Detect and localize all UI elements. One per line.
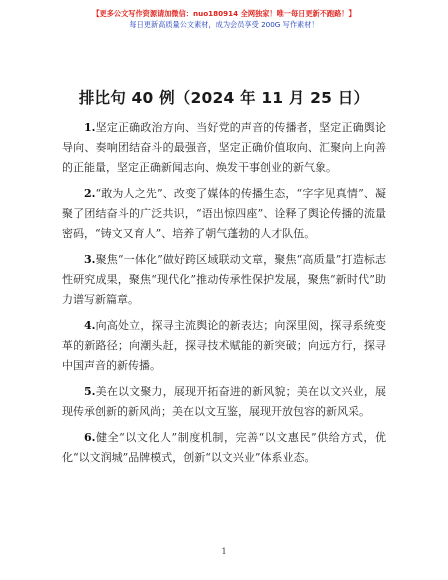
paragraph-number: 6. — [84, 431, 96, 444]
promo-banner-line-1: 【更多公文写作资源请加微信：nuo180914 全网独家！唯一每日更新不跑路！】 — [92, 9, 356, 18]
paragraph-number: 2. — [84, 187, 96, 200]
paragraph-number: 1. — [84, 121, 96, 134]
paragraph-1 — [62, 118, 386, 178]
page-number: 1 — [221, 547, 227, 556]
paragraph-text: 坚定正确政治方向、当好党的声音的传播者，坚定正确舆论导向、奏响团结奋斗的最强音，坚定正确价值取向、汇聚向上向善的正能量，坚定正确新闻志向、焕发干事创业的新气象。 — [62, 121, 386, 174]
paragraph-2 — [62, 184, 386, 244]
document-title: 排比句 40 例（2024 年 11 月 25 日） — [78, 89, 370, 107]
paragraph-6 — [62, 428, 386, 468]
paragraph-5 — [62, 382, 386, 422]
paragraph-3 — [62, 250, 386, 310]
paragraph-text: 向高处立，探寻主流舆论的新表达；向深里阅，探寻系统变革的新路径；向潮头赶，探寻技术赋能的新突破；向远方行，探寻中国声音的新传播。 — [62, 319, 386, 372]
paragraph-4 — [62, 316, 386, 376]
promo-banner — [0, 8, 448, 30]
paragraph-text: 健全“以文化人”制度机制，完善“以文惠民”供给方式，优化“以文润城”品牌模式，创新“以文兴业”体系业态。 — [62, 431, 386, 464]
paragraph-number: 4. — [84, 319, 96, 332]
paragraph-number: 5. — [84, 385, 96, 398]
paragraph-number: 3. — [84, 253, 96, 266]
paragraph-text: 聚焦“一体化”做好跨区域联动文章，聚焦“高质量”打造标志性研究成果，聚焦“现代化”推动传承性保护发展，聚焦“新时代”助力谱写新篇章。 — [62, 253, 386, 306]
document-body — [62, 118, 386, 474]
paragraph-text: “敢为人之先”、改变了媒体的传播生态，“字字见真情”、凝聚了团结奋斗的广泛共识，“语出惊四座”、诠释了舆论传播的流量密码，“铸文又育人”、培养了朝气蓬勃的人才队伍。 — [62, 187, 386, 240]
paragraph-text: 美在以文聚力，展现开拓奋进的新风貌；美在以文兴业，展现传承创新的新风尚；美在以文互鉴，展现开放包容的新风采。 — [62, 385, 386, 418]
promo-banner-line-2: 每日更新高质量公文素材，成为会员享受 200G 写作素材！ — [129, 20, 319, 29]
